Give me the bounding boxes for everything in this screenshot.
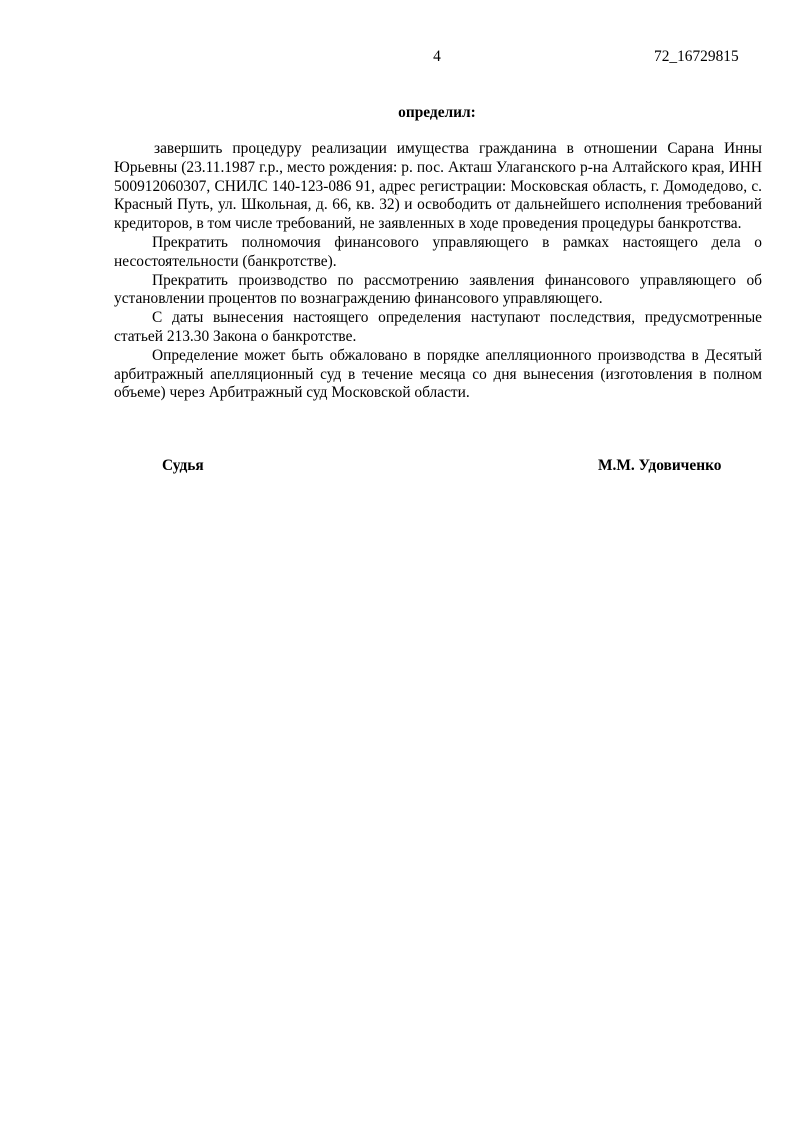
ruling-body xyxy=(114,140,762,403)
ruling-paragraph: завершить процедуру реализации имущества гражданина в отношении Сарана Инны Юрьевны (23.11.1987 г.р., место рождения: р. пос. Акташ Улаганского р-на Алтайского края, ИНН 500912060307, СНИЛС 140-123-086 91, адрес регистрации: Московская область, г. Домодедово, с. Красный Путь, ул. Школьная, д. 66, кв. 32) и освободить от дальнейшего исполнения требований кредиторов, в том числе требований, не заявленных в ходе проведения процедуры банкротства. xyxy=(114,140,762,233)
ruling-paragraph: Определение может быть обжаловано в порядке апелляционного производства в Десятый арбитражный апелляционный суд в течение месяца со дня вынесения (изготовления в полном объеме) через Арбитражный суд Московской области. xyxy=(114,346,762,402)
page-number: 4 xyxy=(433,48,441,65)
ruling-paragraph: Прекратить производство по рассмотрению заявления финансового управляющего об установлении процентов по вознаграждению финансового управляющего. xyxy=(114,271,762,308)
case-number: 72_16729815 xyxy=(654,48,739,65)
ruling-paragraph: Прекратить полномочия финансового управляющего в рамках настоящего дела о несостоятельности (банкротстве). xyxy=(114,233,762,270)
signature-name: М.М. Удовиченко xyxy=(598,457,722,474)
ruling-paragraph: С даты вынесения настоящего определения наступают последствия, предусмотренные статьей 213.30 Закона о банкротстве. xyxy=(114,309,762,345)
signature-title: Судья xyxy=(162,457,204,474)
ruling-heading: определил: xyxy=(398,104,476,121)
